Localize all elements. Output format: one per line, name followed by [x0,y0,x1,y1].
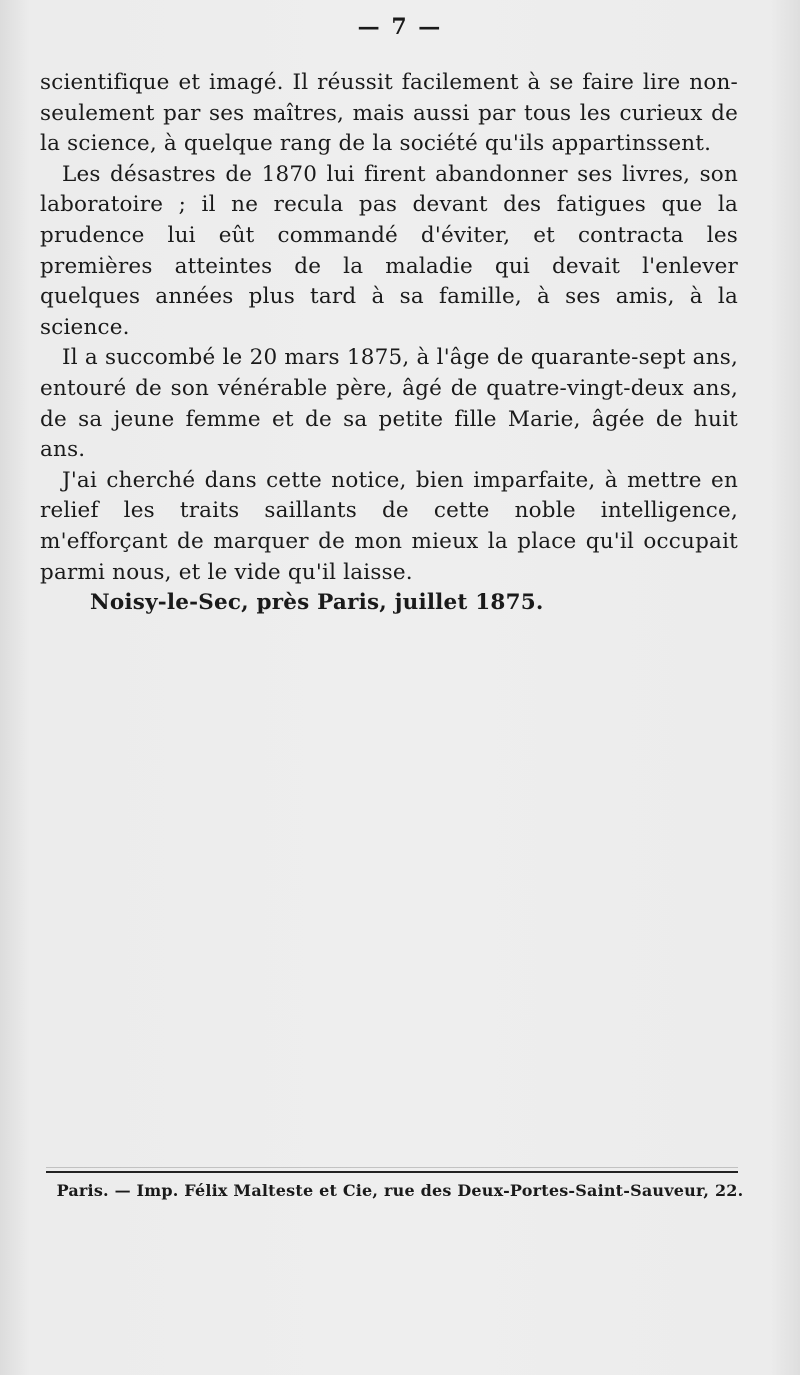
footer-rule-faint [46,1167,738,1168]
page-number: — 7 — [357,14,443,40]
printer-imprint: Paris. — Imp. Félix Malteste et Cie, rue des Deux-Portes-Saint-Sauveur, 22. [56,1181,744,1200]
paragraph: J'ai cherché dans cette notice, bien imparfaite, à mettre en relief les traits saillants de cette noble intelligence, m'efforçant de marquer de mon mieux la place qu'il occupait parmi nous, et le vide qu'il laisse. [40,467,738,585]
paragraph: scientifique et imagé. Il réussit facilement à se faire lire non-seulement par ses maîtres, mais aussi par tous les curieux de la science, à quelque rang de la société qu'ils appartinssent. [40,70,738,157]
paragraph: Il a succombé le 20 mars 1875, à l'âge de quarante-sept ans, entouré de son vénérable père, âgé de quatre-vingt-deux ans, de sa jeune femme et de sa petite fille Marie, âgée de huit ans. [40,345,738,463]
footer-rule [46,1171,738,1173]
paragraph: Les désastres de 1870 lui firent abandonner ses livres, son laboratoire ; il ne recula pas devant des fatigues que la prudence lui eût commandé d'éviter, et contracta les premières atteintes de la maladie qui devait l'enlever quelques années plus tard à sa famille, à ses amis, à la science. [40,161,738,340]
body-text [40,68,738,619]
signature-line: Noisy-le-Sec, près Paris, juillet 1875. [90,590,544,616]
